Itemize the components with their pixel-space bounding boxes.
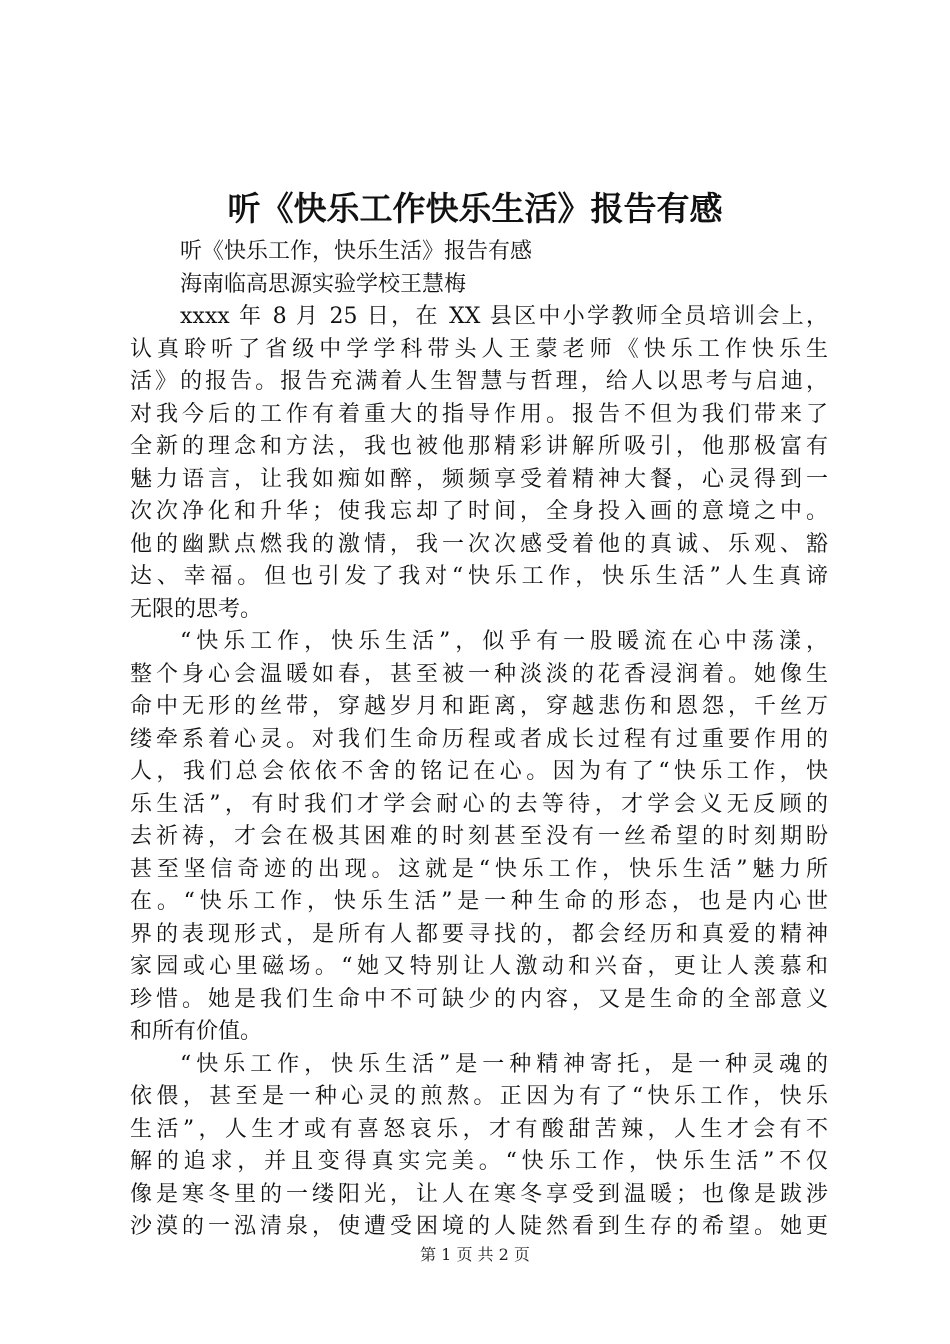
paragraph-line: 活》的报告。报告充满着人生智慧与哲理，给人以思考与启迪，: [130, 369, 828, 394]
paragraph-line: 界的表现形式，是所有人都要寻找的，都会经历和真爱的精神: [130, 921, 828, 947]
paragraph-line: 沙漠的一泓清泉，使遭受困境的人陡然看到生存的希望。她更: [130, 1214, 828, 1239]
paragraph-line: 对我今后的工作有着重大的指导作用。报告不但为我们带来了: [130, 401, 828, 427]
paragraph-line: 甚至坚信奇迹的出现。这就是“快乐工作，快乐生活”魅力所: [130, 856, 828, 882]
paragraph-line: 无限的思考。: [130, 596, 263, 622]
paragraph-line: 解的追求，并且变得真实完美。“快乐工作，快乐生活”不仅: [130, 1149, 828, 1174]
paragraph-line: 达、幸福。但也引发了我对“快乐工作，快乐生活”人生真谛: [130, 564, 828, 589]
paragraph-line: “快乐工作，快乐生活”是一种精神寄托，是一种灵魂的: [180, 1051, 828, 1077]
paragraph-line: 家园或心里磁场。“她又特别让人激动和兴奋，更让人羡慕和: [130, 954, 828, 979]
paragraph-line: 次次净化和升华；使我忘却了时间，全身投入画的意境之中。: [130, 499, 828, 524]
page-footer: 第 1 页 共 2 页: [420, 1245, 530, 1264]
paragraph-line: 珍惜。她是我们生命中不可缺少的内容，又是生命的全部意义: [130, 986, 828, 1012]
paragraph-line: “快乐工作，快乐生活”，似乎有一股暖流在心中荡漾，: [180, 629, 828, 654]
paragraph-line: 整个身心会温暖如春，甚至被一种淡淡的花香浸润着。她像生: [130, 661, 828, 687]
paragraph-line: 生活”，人生才或有喜怒哀乐，才有酸甜苦辣，人生才会有不: [130, 1116, 828, 1142]
paragraph-line: 认真聆听了省级中学学科带头人王蒙老师《快乐工作快乐生: [130, 336, 828, 362]
paragraph-line: 像是寒冬里的一缕阳光，让人在寒冬享受到温暖；也像是跋涉: [130, 1181, 828, 1207]
paragraph-line: 命中无形的丝带，穿越岁月和距离，穿越悲伤和恩怨，千丝万: [130, 694, 828, 719]
paragraph-line: 依偎，甚至是一种心灵的煎熬。正因为有了“快乐工作，快乐: [130, 1084, 828, 1109]
paragraph-line: xxxx 年 8 月 25 日，在 XX 县区中小学教师全员培训会上，: [180, 304, 828, 329]
paragraph-line: 他的幽默点燃我的激情，我一次次感受着他的真诚、乐观、豁: [130, 531, 828, 557]
subtitle-line: 听《快乐工作，快乐生活》报告有感: [180, 239, 533, 264]
author-line: 海南临高思源实验学校王慧梅: [180, 271, 467, 297]
document-body: [130, 236, 828, 1244]
paragraph-line: 缕牵系着心灵。对我们生命历程或者成长过程有过重要作用的: [130, 726, 828, 752]
paragraph-line: 人，我们总会依依不舍的铭记在心。因为有了“快乐工作，快: [130, 759, 828, 784]
document-title: 听《快乐工作快乐生活》报告有感: [227, 189, 723, 228]
paragraph-line: 和所有价值。: [130, 1019, 263, 1044]
paragraph-line: 在。“快乐工作，快乐生活”是一种生命的形态，也是内心世: [130, 889, 828, 914]
paragraph-line: 魅力语言，让我如痴如醉，频频享受着精神大餐，心灵得到一: [130, 466, 828, 492]
paragraph-line: 全新的理念和方法，我也被他那精彩讲解所吸引，他那极富有: [130, 434, 828, 459]
paragraph-line: 乐生活”，有时我们才学会耐心的去等待，才学会义无反顾的: [130, 791, 828, 817]
paragraph-line: 去祈祷，才会在极其困难的时刻甚至没有一丝希望的时刻期盼: [130, 824, 828, 849]
